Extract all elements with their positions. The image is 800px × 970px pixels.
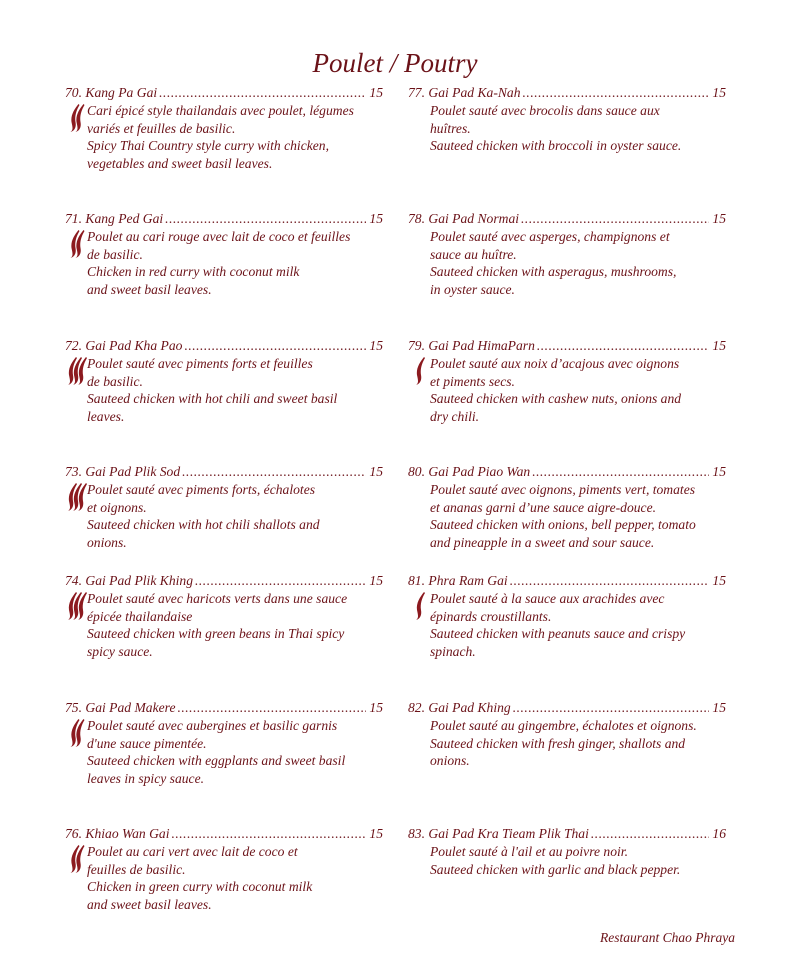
description-line: Chicken in red curry with coconut milk xyxy=(87,264,300,280)
description-line: Sauteed chicken with eggplants and sweet basil xyxy=(87,753,346,769)
menu-item-price: 15 xyxy=(369,573,383,588)
menu-item-header xyxy=(408,84,726,102)
description-line: leaves. xyxy=(87,409,125,425)
menu-item-name: 78. Gai Pad Normai xyxy=(408,211,520,226)
menu-item-description xyxy=(65,481,383,552)
menu-item-price: 15 xyxy=(369,826,383,841)
menu-item-description xyxy=(408,843,726,879)
description-line: Spicy Thai Country style curry with chicken, xyxy=(87,138,329,154)
menu-item xyxy=(408,210,726,299)
chili-pepper-icon xyxy=(65,482,89,512)
menu-item-price: 15 xyxy=(712,573,726,588)
dot-leader xyxy=(184,337,366,355)
description-line: huîtres. xyxy=(430,120,471,136)
menu-item xyxy=(408,825,726,878)
menu-item-price: 15 xyxy=(712,211,726,226)
menu-item xyxy=(408,699,726,770)
description-line: in oyster sauce. xyxy=(430,282,515,298)
chili-pepper-icon xyxy=(408,591,432,621)
chili-pepper-icon xyxy=(65,591,89,621)
description-line: Cari épicé style thailandais avec poulet, légumes xyxy=(87,102,354,118)
description-line: Poulet sauté à la sauce aux arachides avec xyxy=(430,590,665,606)
description-line: Sauteed chicken with green beans in Thai spicy xyxy=(87,626,345,642)
menu-item xyxy=(65,825,383,914)
dot-leader xyxy=(532,463,709,481)
menu-item xyxy=(408,572,726,661)
menu-item-price: 15 xyxy=(712,85,726,100)
description-line: Sauteed chicken with fresh ginger, shallots and xyxy=(430,735,686,751)
menu-item xyxy=(65,699,383,788)
menu-item-description xyxy=(408,102,726,155)
menu-item-description xyxy=(65,355,383,426)
description-line: leaves in spicy sauce. xyxy=(87,771,205,787)
menu-item-header xyxy=(408,210,726,228)
menu-item-price: 15 xyxy=(369,211,383,226)
dot-leader xyxy=(537,337,710,355)
description-line: Poulet au cari rouge avec lait de coco et feuilles xyxy=(87,228,351,244)
chili-pepper-icon xyxy=(65,103,89,133)
menu-item xyxy=(408,463,726,552)
chili-pepper-icon xyxy=(65,718,89,748)
description-line: and sweet basil leaves. xyxy=(87,282,212,298)
menu-item xyxy=(65,572,383,661)
menu-item-name: 79. Gai Pad HimaParn xyxy=(408,338,535,353)
description-line: Sauteed chicken with asperagus, mushrooms, xyxy=(430,264,677,280)
menu-item-header xyxy=(65,572,383,590)
description-line: spicy sauce. xyxy=(87,644,153,660)
menu-item-name: 75. Gai Pad Makere xyxy=(65,700,176,715)
menu-item-price: 15 xyxy=(712,464,726,479)
menu-item-description xyxy=(65,102,383,173)
chili-pepper-icon xyxy=(65,229,89,259)
menu-item-header xyxy=(408,699,726,717)
description-line: Poulet sauté avec haricots verts dans une sauce xyxy=(87,590,348,606)
menu-item-description xyxy=(408,481,726,552)
description-line: de basilic. xyxy=(87,246,143,262)
menu-item-header xyxy=(65,463,383,481)
description-line: épicée thailandaise xyxy=(87,608,193,624)
menu-item-price: 15 xyxy=(369,85,383,100)
dot-leader xyxy=(195,572,366,590)
menu-item-header xyxy=(408,572,726,590)
description-line: et oignons. xyxy=(87,499,147,515)
menu-item-price: 15 xyxy=(712,338,726,353)
menu-item-header xyxy=(408,337,726,355)
menu-item-name: 81. Phra Ram Gai xyxy=(408,573,508,588)
description-line: onions. xyxy=(430,753,470,769)
menu-item-name: 72. Gai Pad Kha Pao xyxy=(65,338,183,353)
menu-item-header xyxy=(65,210,383,228)
menu-item xyxy=(65,210,383,299)
menu-item-name: 77. Gai Pad Ka-Nah xyxy=(408,85,521,100)
dot-leader xyxy=(523,84,710,102)
menu-item-description xyxy=(65,717,383,788)
menu-item xyxy=(65,337,383,426)
menu-item-name: 73. Gai Pad Plik Sod xyxy=(65,464,181,479)
description-line: Sauteed chicken with broccoli in oyster sauce. xyxy=(430,138,682,154)
menu-item xyxy=(408,84,726,155)
menu-item-header xyxy=(65,825,383,843)
dot-leader xyxy=(182,463,366,481)
menu-item-description xyxy=(65,843,383,914)
menu-item-description xyxy=(408,717,726,770)
description-line: Chicken in green curry with coconut milk xyxy=(87,879,313,895)
menu-item-name: 82. Gai Pad Khing xyxy=(408,700,511,715)
dot-leader xyxy=(177,699,366,717)
menu-item-header xyxy=(65,337,383,355)
chili-pepper-icon xyxy=(408,356,432,386)
description-line: Poulet au cari vert avec lait de coco et xyxy=(87,843,298,859)
description-line: Poulet sauté avec asperges, champignons et xyxy=(430,228,670,244)
description-line: Poulet sauté avec piments forts et feuilles xyxy=(87,355,313,371)
description-line: spinach. xyxy=(430,644,476,660)
menu-item xyxy=(65,84,383,173)
menu-item-description xyxy=(408,355,726,426)
page-title: Poulet / Poutry xyxy=(312,48,478,78)
description-line: épinards croustillants. xyxy=(430,608,552,624)
description-line: sauce au huître. xyxy=(430,246,517,262)
dot-leader xyxy=(513,699,710,717)
dot-leader xyxy=(159,84,366,102)
description-line: Poulet sauté avec aubergines et basilic garnis xyxy=(87,717,338,733)
description-line: Poulet sauté avec piments forts, échalotes xyxy=(87,481,316,497)
chili-pepper-icon xyxy=(65,356,89,386)
menu-item xyxy=(408,337,726,426)
restaurant-name-footer: Restaurant Chao Phraya xyxy=(600,930,735,945)
description-line: Poulet sauté à l'ail et au poivre noir. xyxy=(430,843,628,859)
dot-leader xyxy=(521,210,709,228)
description-line: Sauteed chicken with hot chili and sweet basil xyxy=(87,391,338,407)
description-line: Sauteed chicken with peanuts sauce and crispy xyxy=(430,626,686,642)
menu-item-name: 71. Kang Ped Gai xyxy=(65,211,164,226)
description-line: Poulet sauté avec brocolis dans sauce aux xyxy=(430,102,660,118)
description-line: et piments secs. xyxy=(430,373,515,389)
description-line: Sauteed chicken with hot chili shallots and xyxy=(87,517,320,533)
description-line: Poulet sauté aux noix d’acajous avec oignons xyxy=(430,355,680,371)
dot-leader xyxy=(510,572,710,590)
dot-leader xyxy=(171,825,366,843)
menu-item-price: 15 xyxy=(369,700,383,715)
description-line: variés et feuilles de basilic. xyxy=(87,120,236,136)
menu-item-header xyxy=(408,825,726,843)
description-line: and pineapple in a sweet and sour sauce. xyxy=(430,535,655,551)
description-line: dry chili. xyxy=(430,409,480,425)
menu-item-description xyxy=(65,228,383,299)
menu-item-name: 74. Gai Pad Plik Khing xyxy=(65,573,193,588)
description-line: Poulet sauté avec oignons, piments vert, tomates xyxy=(430,481,696,497)
description-line: and sweet basil leaves. xyxy=(87,897,212,913)
menu-item-price: 15 xyxy=(712,700,726,715)
menu-item-description xyxy=(408,228,726,299)
menu-item-price: 15 xyxy=(369,464,383,479)
menu-item-price: 15 xyxy=(369,338,383,353)
menu-item-name: 76. Khiao Wan Gai xyxy=(65,826,170,841)
menu-item-price: 16 xyxy=(712,826,726,841)
description-line: Sauteed chicken with cashew nuts, onions and xyxy=(430,391,682,407)
menu-item-name: 80. Gai Pad Piao Wan xyxy=(408,464,531,479)
dot-leader xyxy=(591,825,710,843)
menu-item-name: 70. Kang Pa Gai xyxy=(65,85,158,100)
menu-item-name: 83. Gai Pad Kra Tieam Plik Thai xyxy=(408,826,589,841)
description-line: feuilles de basilic. xyxy=(87,861,186,877)
menu-item-header xyxy=(65,699,383,717)
menu-item-description xyxy=(65,590,383,661)
description-line: vegetables and sweet basil leaves. xyxy=(87,156,273,172)
chili-pepper-icon xyxy=(65,844,89,874)
menu-item-description xyxy=(408,590,726,661)
description-line: et ananas garni d’une sauce aigre-douce. xyxy=(430,499,657,515)
description-line: onions. xyxy=(87,535,127,551)
description-line: Sauteed chicken with garlic and black pepper. xyxy=(430,861,681,877)
description-line: Sauteed chicken with onions, bell pepper, tomato xyxy=(430,517,696,533)
menu-item xyxy=(65,463,383,552)
description-line: Poulet sauté au gingembre, échalotes et oignons. xyxy=(430,717,697,733)
dot-leader xyxy=(165,210,366,228)
description-line: de basilic. xyxy=(87,373,143,389)
description-line: d'une sauce pimentée. xyxy=(87,735,207,751)
menu-item-header xyxy=(65,84,383,102)
menu-item-header xyxy=(408,463,726,481)
